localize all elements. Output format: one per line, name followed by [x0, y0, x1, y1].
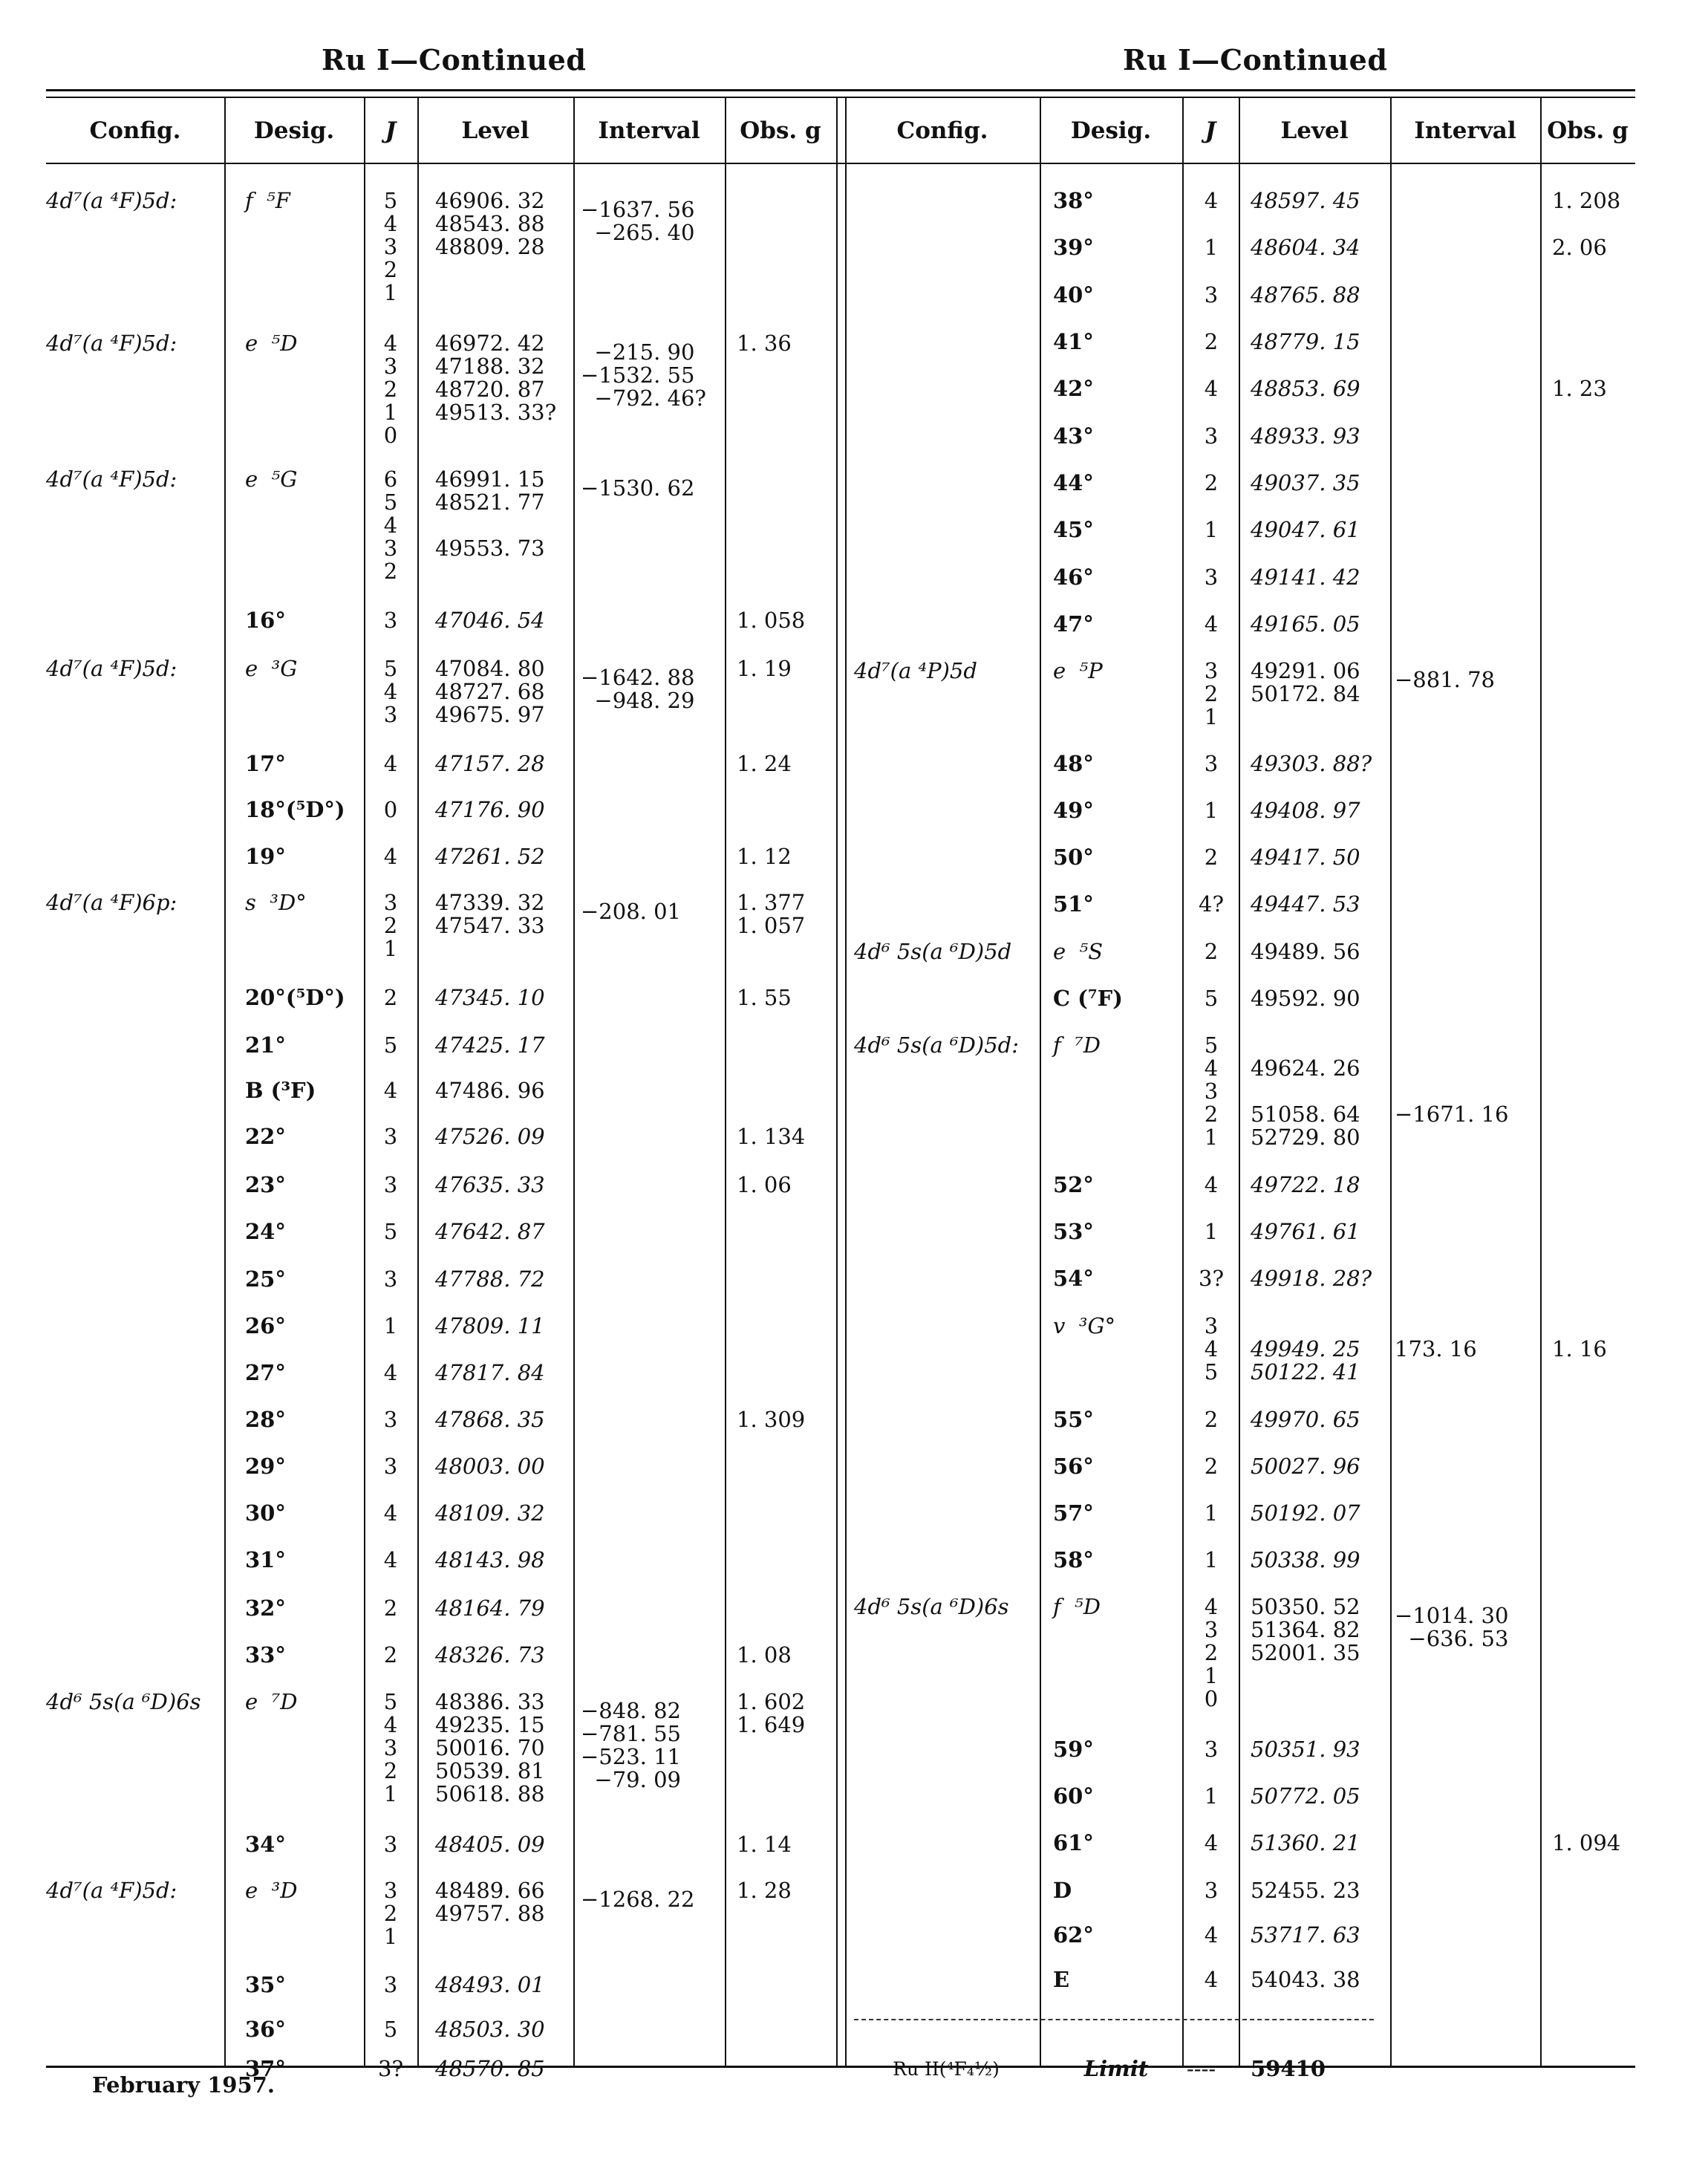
right-row-22-int: 173. 16	[1395, 1336, 1477, 1361]
left-row-8-lvl: 47261. 52	[435, 844, 545, 869]
left-row-27-obs: 1. 28	[737, 1878, 792, 1903]
left-row-26-lvl: 48405. 09	[435, 1832, 545, 1857]
left-row-5-lvl: 47084. 80 48727. 68 49675. 97	[435, 656, 545, 727]
left-row-7-lvl: 47176. 90	[435, 797, 545, 822]
left-row-6-lvl: 47157. 28	[435, 751, 545, 776]
top-rule	[46, 89, 1635, 91]
left-row-9-obs: 1. 377 1. 057	[737, 890, 806, 938]
left-row-4-lvl: 47046. 54	[435, 608, 545, 633]
left-row-4-j: 3	[383, 608, 398, 633]
left-row-17-j: 1	[383, 1313, 398, 1338]
left-row-1-cfg: 4d⁷(a ⁴F)5d:	[46, 188, 177, 213]
left-row-1-j: 5 4 3 2 1	[383, 188, 398, 305]
right-row-11-cfg: 4d⁷(a ⁴P)5d	[854, 658, 977, 683]
left-header-desig: Desig.	[253, 117, 335, 144]
left-row-20-des: 29°	[245, 1454, 286, 1479]
left-row-10-des: 20°(⁵D°)	[245, 985, 345, 1010]
left-row-8-j: 4	[383, 844, 398, 869]
left-row-20-lvl: 48003. 00	[435, 1454, 545, 1479]
left-row-9-cfg: 4d⁷(a ⁴F)6p:	[46, 890, 177, 915]
left-row-23-j: 2	[383, 1595, 398, 1621]
left-row-1-int: −1637. 56 −265. 40	[581, 197, 695, 245]
left-row-9-j: 3 2 1	[383, 890, 398, 961]
column-rule	[836, 97, 838, 2067]
left-row-8-obs: 1. 12	[737, 844, 792, 869]
left-row-2-lvl: 46972. 42 47188. 32 48720. 87 49513. 33?	[435, 331, 557, 425]
left-row-21-j: 4	[383, 1500, 398, 1526]
left-row-7-des: 18°(⁵D°)	[245, 797, 345, 822]
left-row-5-des: e ³G	[245, 656, 298, 681]
left-row-30-j: 3?	[378, 2056, 403, 2081]
left-row-14-obs: 1. 06	[737, 1172, 792, 1197]
right-row-18-cfg: 4d⁶ 5s(a ⁶D)5d:	[854, 1032, 1019, 1058]
left-row-3-cfg: 4d⁷(a ⁴F)5d:	[46, 466, 177, 492]
left-row-29-lvl: 48503. 30	[435, 2017, 545, 2042]
right-row-14-des: 50°	[1053, 845, 1094, 870]
left-row-15-des: 24°	[245, 1219, 286, 1244]
left-row-2-obs: 1. 36	[737, 331, 792, 356]
right-row-9-des: 46°	[1053, 565, 1094, 590]
left-row-28-lvl: 48493. 01	[435, 1972, 545, 1997]
right-row-9-j: 3	[1204, 565, 1219, 590]
right-row-27-j: 4 3 2 1 0	[1204, 1594, 1219, 1711]
left-row-4-des: 16°	[245, 608, 286, 633]
right-row-8-lvl: 49047. 61	[1251, 517, 1360, 542]
right-row-32-j: 4	[1204, 1922, 1219, 1948]
right-row-16-cfg: 4d⁶ 5s(a ⁶D)5d	[854, 939, 1012, 964]
right-row-16-j: 2	[1204, 939, 1219, 964]
right-row-5-obs: 1. 23	[1552, 376, 1607, 401]
right-row-34-j: ----	[1187, 2056, 1216, 2081]
left-row-9-int: −208. 01	[581, 899, 681, 924]
left-row-25-des: e ⁷D	[245, 1689, 298, 1714]
left-row-10-obs: 1. 55	[737, 985, 792, 1010]
right-row-21-lvl: 49918. 28?	[1251, 1266, 1372, 1291]
right-row-25-j: 1	[1204, 1500, 1219, 1526]
right-row-27-cfg: 4d⁶ 5s(a ⁶D)6s	[854, 1594, 1009, 1619]
left-row-2-int: −215. 90 −1532. 55 −792. 46?	[581, 339, 706, 411]
left-header-level: Level	[461, 117, 529, 144]
right-row-18-lvl: 49624. 26 51058. 64 52729. 80	[1251, 1055, 1360, 1150]
right-row-12-lvl: 49303. 88?	[1251, 751, 1372, 776]
right-row-30-lvl: 51360. 21	[1251, 1830, 1360, 1855]
right-row-29-des: 60°	[1053, 1783, 1094, 1809]
left-row-27-cfg: 4d⁷(a ⁴F)5d:	[46, 1878, 177, 1903]
header-rule	[46, 163, 1635, 164]
left-row-26-des: 34°	[245, 1832, 286, 1857]
left-row-3-j: 6 5 4 3 2	[383, 466, 398, 584]
left-row-17-des: 26°	[245, 1313, 286, 1338]
left-row-21-lvl: 48109. 32	[435, 1500, 545, 1526]
column-rule	[573, 97, 575, 2067]
left-row-19-lvl: 47868. 35	[435, 1407, 545, 1432]
right-row-3-des: 40°	[1053, 282, 1094, 308]
right-row-4-j: 2	[1204, 329, 1219, 354]
left-row-30-des: 37°	[245, 2056, 286, 2081]
left-header-interval: Interval	[598, 117, 700, 144]
left-row-18-j: 4	[383, 1360, 398, 1385]
right-row-19-lvl: 49722. 18	[1251, 1172, 1360, 1197]
right-row-25-des: 57°	[1053, 1500, 1094, 1526]
left-row-19-des: 28°	[245, 1407, 286, 1432]
right-row-34-cfg: Ru II(⁴F₄½)	[893, 2058, 1000, 2080]
left-header-j: J	[385, 117, 397, 144]
left-row-5-j: 5 4 3	[383, 656, 398, 727]
left-row-15-lvl: 47642. 87	[435, 1219, 545, 1244]
right-header-obs-g: Obs. g	[1547, 117, 1629, 144]
left-row-13-des: 22°	[245, 1124, 286, 1149]
left-row-14-lvl: 47635. 33	[435, 1172, 545, 1197]
left-row-2-cfg: 4d⁷(a ⁴F)5d:	[46, 331, 177, 356]
left-row-11-des: 21°	[245, 1032, 286, 1058]
right-row-16-lvl: 49489. 56	[1251, 939, 1360, 964]
right-row-13-lvl: 49408. 97	[1251, 798, 1360, 823]
right-row-3-j: 3	[1204, 282, 1219, 308]
right-row-6-lvl: 48933. 93	[1251, 423, 1360, 449]
left-row-19-j: 3	[383, 1407, 398, 1432]
right-row-10-j: 4	[1204, 611, 1219, 637]
left-header-obs-g: Obs. g	[740, 117, 821, 144]
right-row-21-j: 3?	[1199, 1266, 1224, 1291]
right-row-11-int: −881. 78	[1395, 667, 1495, 692]
right-row-22-lvl: 49949. 25 50122. 41	[1251, 1336, 1360, 1385]
right-row-24-des: 56°	[1053, 1454, 1094, 1479]
left-row-25-j: 5 4 3 2 1	[383, 1689, 398, 1806]
column-rule	[224, 97, 226, 2067]
right-row-1-j: 4	[1204, 188, 1219, 213]
left-row-11-lvl: 47425. 17	[435, 1032, 545, 1058]
left-row-25-int: −848. 82 −781. 55 −523. 11 −79. 09	[581, 1698, 681, 1792]
right-row-26-des: 58°	[1053, 1547, 1094, 1572]
left-row-5-int: −1642. 88 −948. 29	[581, 665, 695, 713]
right-row-28-des: 59°	[1053, 1737, 1094, 1762]
column-rule	[725, 97, 726, 2067]
right-row-18-j: 5 4 3 2 1	[1204, 1032, 1219, 1150]
left-row-27-lvl: 48489. 66 49757. 88	[435, 1878, 545, 1926]
top-rule-thin	[46, 97, 1635, 98]
right-row-31-lvl: 52455. 23	[1251, 1878, 1360, 1903]
right-row-15-lvl: 49447. 53	[1251, 891, 1360, 917]
right-row-33-j: 4	[1204, 1967, 1219, 1992]
left-row-12-des: B (³F)	[245, 1078, 316, 1103]
right-row-1-lvl: 48597. 45	[1251, 188, 1360, 213]
right-row-11-lvl: 49291. 06 50172. 84	[1251, 658, 1360, 706]
left-row-25-cfg: 4d⁶ 5s(a ⁶D)6s	[46, 1689, 201, 1714]
right-row-30-des: 61°	[1053, 1830, 1094, 1855]
right-row-2-j: 1	[1204, 235, 1219, 260]
right-row-30-obs: 1. 094	[1552, 1830, 1621, 1855]
column-rule	[1182, 97, 1184, 2067]
right-row-13-des: 49°	[1053, 798, 1094, 823]
right-row-18-des: f ⁷D	[1053, 1032, 1101, 1058]
right-row-24-lvl: 50027. 96	[1251, 1454, 1360, 1479]
column-rule	[1239, 97, 1240, 2067]
right-row-24-j: 2	[1204, 1454, 1219, 1479]
column-rule	[417, 97, 419, 2067]
left-row-24-obs: 1. 08	[737, 1642, 792, 1668]
left-row-20-j: 3	[383, 1454, 398, 1479]
right-row-19-j: 4	[1204, 1172, 1219, 1197]
right-row-10-lvl: 49165. 05	[1251, 611, 1360, 637]
right-row-34-des: Limit	[1083, 2056, 1149, 2081]
left-row-24-des: 33°	[245, 1642, 286, 1668]
left-row-13-obs: 1. 134	[737, 1124, 806, 1149]
column-rule	[1040, 97, 1041, 2067]
left-row-16-lvl: 47788. 72	[435, 1266, 545, 1292]
right-header-interval: Interval	[1414, 117, 1516, 144]
right-header-config: Config.	[896, 117, 988, 144]
column-rule	[1540, 97, 1542, 2067]
right-row-27-int: −1014. 30 −636. 53	[1395, 1603, 1509, 1651]
right-row-22-des: v ³G°	[1053, 1313, 1116, 1338]
left-row-14-j: 3	[383, 1172, 398, 1197]
left-row-5-cfg: 4d⁷(a ⁴F)5d:	[46, 656, 177, 681]
right-row-17-j: 5	[1204, 986, 1219, 1011]
right-row-5-des: 42°	[1053, 376, 1094, 401]
right-row-27-des: f ⁵D	[1053, 1594, 1101, 1619]
right-row-17-des: C (⁷F)	[1053, 986, 1123, 1011]
right-row-2-lvl: 48604. 34	[1251, 235, 1360, 260]
right-row-26-j: 1	[1204, 1547, 1219, 1572]
right-row-20-j: 1	[1204, 1219, 1219, 1244]
column-rule	[845, 97, 847, 2067]
right-row-13-j: 1	[1204, 798, 1219, 823]
right-row-7-lvl: 49037. 35	[1251, 470, 1360, 495]
right-row-25-lvl: 50192. 07	[1251, 1500, 1360, 1526]
left-row-22-j: 4	[383, 1547, 398, 1572]
right-row-6-j: 3	[1204, 423, 1219, 449]
left-row-29-des: 36°	[245, 2017, 286, 2042]
right-row-34-lvl: 59410	[1251, 2056, 1326, 2081]
left-row-6-j: 4	[383, 751, 398, 776]
right-row-31-des: D	[1053, 1878, 1072, 1903]
right-row-33-des: E	[1053, 1967, 1070, 1992]
left-row-12-lvl: 47486. 96	[435, 1078, 545, 1103]
right-header-level: Level	[1280, 117, 1349, 144]
right-row-5-lvl: 48853. 69	[1251, 376, 1360, 401]
right-row-22-obs: 1. 16	[1552, 1336, 1607, 1361]
left-row-16-des: 25°	[245, 1266, 286, 1292]
left-row-24-lvl: 48326. 73	[435, 1642, 545, 1668]
left-row-13-lvl: 47526. 09	[435, 1124, 545, 1149]
right-row-12-des: 48°	[1053, 751, 1094, 776]
left-row-21-des: 30°	[245, 1500, 286, 1526]
right-row-21-des: 54°	[1053, 1266, 1094, 1291]
right-row-23-des: 55°	[1053, 1407, 1094, 1432]
limit-separator	[854, 2019, 1374, 2020]
right-header-desig: Desig.	[1070, 117, 1152, 144]
right-row-12-j: 3	[1204, 751, 1219, 776]
left-row-4-obs: 1. 058	[737, 608, 806, 633]
left-row-22-des: 31°	[245, 1547, 286, 1572]
right-row-11-des: e ⁵P	[1053, 658, 1103, 683]
footer-date: February 1957.	[92, 2072, 275, 2098]
left-row-19-obs: 1. 309	[737, 1407, 806, 1432]
left-row-6-obs: 1. 24	[737, 751, 792, 776]
right-row-2-des: 39°	[1053, 235, 1094, 260]
column-rule	[1390, 97, 1392, 2067]
right-row-2-obs: 2. 06	[1552, 235, 1607, 260]
right-row-22-j: 3 4 5	[1204, 1313, 1219, 1385]
left-row-10-lvl: 47345. 10	[435, 985, 545, 1010]
right-row-1-obs: 1. 208	[1552, 188, 1621, 213]
right-row-15-des: 51°	[1053, 891, 1094, 917]
left-row-3-int: −1530. 62	[581, 475, 695, 501]
left-row-29-j: 5	[383, 2017, 398, 2042]
left-row-28-j: 3	[383, 1972, 398, 1997]
right-row-4-lvl: 48779. 15	[1251, 329, 1360, 354]
right-row-4-des: 41°	[1053, 329, 1094, 354]
column-rule	[364, 97, 365, 2067]
right-row-6-des: 43°	[1053, 423, 1094, 449]
left-row-16-j: 3	[383, 1266, 398, 1292]
left-row-26-j: 3	[383, 1832, 398, 1857]
left-row-2-j: 4 3 2 1 0	[383, 331, 398, 448]
left-row-9-lvl: 47339. 32 47547. 33	[435, 890, 545, 938]
left-row-28-des: 35°	[245, 1972, 286, 1997]
left-row-15-j: 5	[383, 1219, 398, 1244]
right-row-18-int: −1671. 16	[1395, 1102, 1509, 1127]
left-row-17-lvl: 47809. 11	[435, 1313, 545, 1338]
left-row-1-lvl: 46906. 32 48543. 88 48809. 28	[435, 188, 545, 259]
right-row-28-lvl: 50351. 93	[1251, 1737, 1360, 1762]
right-row-15-j: 4?	[1199, 891, 1224, 917]
left-row-30-lvl: 48570. 85	[435, 2056, 545, 2081]
right-row-14-j: 2	[1204, 845, 1219, 870]
right-row-19-des: 52°	[1053, 1172, 1094, 1197]
right-row-1-des: 38°	[1053, 188, 1094, 213]
left-row-24-j: 2	[383, 1642, 398, 1668]
right-row-3-lvl: 48765. 88	[1251, 282, 1360, 308]
right-row-29-lvl: 50772. 05	[1251, 1783, 1360, 1809]
left-row-1-des: f ⁵F	[245, 188, 290, 213]
right-row-9-lvl: 49141. 42	[1251, 565, 1360, 590]
right-row-17-lvl: 49592. 90	[1251, 986, 1360, 1011]
left-header-config: Config.	[89, 117, 181, 144]
right-row-20-des: 53°	[1053, 1219, 1094, 1244]
left-row-14-des: 23°	[245, 1172, 286, 1197]
right-row-10-des: 47°	[1053, 611, 1094, 637]
right-row-23-lvl: 49970. 65	[1251, 1407, 1360, 1432]
left-row-7-j: 0	[383, 797, 398, 822]
right-row-7-j: 2	[1204, 470, 1219, 495]
left-row-23-lvl: 48164. 79	[435, 1595, 545, 1621]
left-row-3-lvl: 46991. 15 48521. 77 49553. 73	[435, 466, 545, 561]
right-row-28-j: 3	[1204, 1737, 1219, 1762]
left-row-2-des: e ⁵D	[245, 331, 298, 356]
right-row-14-lvl: 49417. 50	[1251, 845, 1360, 870]
left-row-27-int: −1268. 22	[581, 1887, 695, 1912]
right-row-5-j: 4	[1204, 376, 1219, 401]
right-row-20-lvl: 49761. 61	[1251, 1219, 1360, 1244]
left-row-3-des: e ⁵G	[245, 466, 298, 492]
right-row-8-j: 1	[1204, 517, 1219, 542]
left-row-18-des: 27°	[245, 1360, 286, 1385]
right-row-32-des: 62°	[1053, 1922, 1094, 1948]
right-row-23-j: 2	[1204, 1407, 1219, 1432]
left-row-27-j: 3 2 1	[383, 1878, 398, 1949]
left-table-title: Ru I—Continued	[322, 43, 587, 77]
left-row-5-obs: 1. 19	[737, 656, 792, 681]
left-row-18-lvl: 47817. 84	[435, 1360, 545, 1385]
right-header-j: J	[1205, 117, 1216, 144]
left-row-26-obs: 1. 14	[737, 1832, 792, 1857]
left-row-25-obs: 1. 602 1. 649	[737, 1689, 806, 1737]
right-row-26-lvl: 50338. 99	[1251, 1547, 1360, 1572]
right-row-7-des: 44°	[1053, 470, 1094, 495]
right-row-11-j: 3 2 1	[1204, 658, 1219, 729]
left-row-9-des: s ³D°	[245, 890, 307, 915]
right-row-30-j: 4	[1204, 1830, 1219, 1855]
left-row-23-des: 32°	[245, 1595, 286, 1621]
right-row-32-lvl: 53717. 63	[1251, 1922, 1360, 1948]
right-table-title: Ru I—Continued	[1123, 43, 1388, 77]
left-row-27-des: e ³D	[245, 1878, 298, 1903]
left-row-12-j: 4	[383, 1078, 398, 1103]
left-row-6-des: 17°	[245, 751, 286, 776]
left-row-8-des: 19°	[245, 844, 286, 869]
right-row-16-des: e ⁵S	[1053, 939, 1104, 964]
right-row-33-lvl: 54043. 38	[1251, 1967, 1360, 1992]
right-row-29-j: 1	[1204, 1783, 1219, 1809]
left-row-11-j: 5	[383, 1032, 398, 1058]
left-row-10-j: 2	[383, 985, 398, 1010]
right-row-31-j: 3	[1204, 1878, 1219, 1903]
left-row-13-j: 3	[383, 1124, 398, 1149]
right-row-8-des: 45°	[1053, 517, 1094, 542]
right-row-27-lvl: 50350. 52 51364. 82 52001. 35	[1251, 1594, 1360, 1665]
left-row-25-lvl: 48386. 33 49235. 15 50016. 70 50539. 81 50618. 88	[435, 1689, 545, 1806]
left-row-22-lvl: 48143. 98	[435, 1547, 545, 1572]
